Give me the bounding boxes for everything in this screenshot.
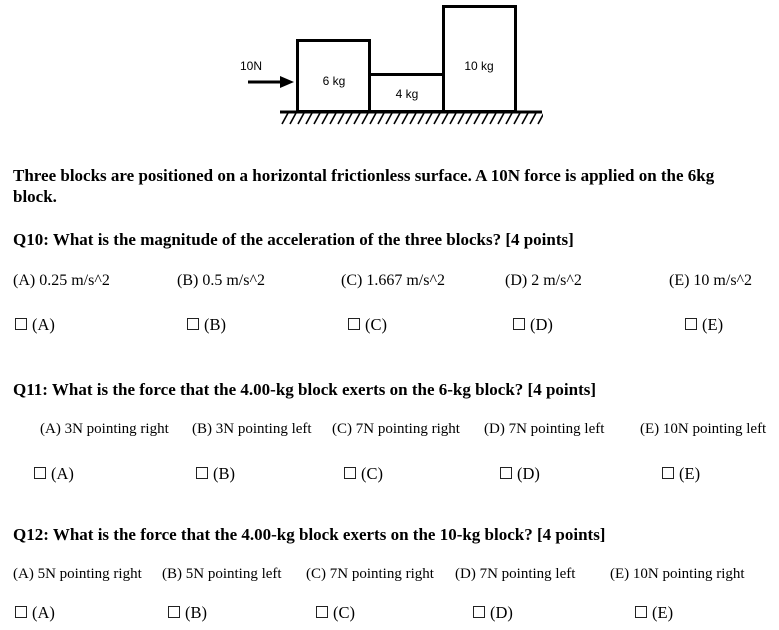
q11-option-c: (C) 7N pointing right xyxy=(332,421,460,437)
q11-checkbox-b-label: (B) xyxy=(213,464,235,483)
q10-option-b: (B) 0.5 m/s^2 xyxy=(177,272,265,289)
q10-checkbox-e[interactable] xyxy=(685,315,723,335)
hatch-mark xyxy=(330,113,336,124)
q12-option-c: (C) 7N pointing right xyxy=(306,566,434,582)
q10-checkbox-c[interactable] xyxy=(348,315,387,335)
q12-checkbox-a[interactable] xyxy=(15,603,55,623)
hatch-mark xyxy=(538,113,544,124)
q12-checkbox-d-label: (D) xyxy=(490,603,513,622)
hatch-mark xyxy=(434,113,440,124)
checkbox-box[interactable] xyxy=(473,606,485,618)
q10-checkbox-a[interactable] xyxy=(15,315,55,335)
intro-line-2: block. xyxy=(13,187,57,206)
intro-line-1: Three blocks are positioned on a horizontal frictionless surface. A 10N force is applied on the 6kg xyxy=(13,166,715,185)
checkbox-box[interactable] xyxy=(187,318,199,330)
checkbox-box[interactable] xyxy=(500,467,512,479)
hatch-mark xyxy=(458,113,464,124)
hatch-mark xyxy=(474,113,480,124)
q11-checkbox-c-label: (C) xyxy=(361,464,383,483)
q10-option-e: (E) 10 m/s^2 xyxy=(669,272,753,289)
hatch-mark xyxy=(282,113,288,124)
q11-title: Q11: What is the force that the 4.00-kg block exerts on the 6-kg block? [4 points] xyxy=(13,380,597,399)
hatch-mark xyxy=(322,113,328,124)
q11-checkbox-e-label: (E) xyxy=(679,464,701,483)
intro-text xyxy=(13,166,714,207)
blocks-diagram xyxy=(0,0,779,130)
hatch-mark xyxy=(426,113,432,124)
q12-checkbox-d[interactable] xyxy=(473,603,513,623)
q11-option-a: (A) 3N pointing right xyxy=(40,421,169,437)
hatch-mark xyxy=(394,113,400,124)
hatch-mark xyxy=(522,113,528,124)
hatch-mark xyxy=(546,113,552,124)
q10-option-d: (D) 2 m/s^2 xyxy=(505,272,582,289)
checkbox-box[interactable] xyxy=(662,467,674,479)
checkbox-box[interactable] xyxy=(513,318,525,330)
q11-checkbox-e[interactable] xyxy=(662,464,700,484)
q10-checkbox-d-label: (D) xyxy=(530,315,553,334)
hatch-mark xyxy=(442,113,448,124)
hatch-mark xyxy=(290,113,296,124)
force-arrowhead xyxy=(280,76,294,88)
q12-checkbox-c[interactable] xyxy=(316,603,355,623)
q12-checkbox-e[interactable] xyxy=(635,603,673,623)
hatch-mark xyxy=(418,113,424,124)
ground-hatching xyxy=(282,113,552,124)
checkbox-box[interactable] xyxy=(168,606,180,618)
q12-title: Q12: What is the force that the 4.00-kg block exerts on the 10-kg block? [4 points] xyxy=(13,525,606,544)
q12-checkbox-e-label: (E) xyxy=(652,603,674,622)
hatch-mark xyxy=(530,113,536,124)
checkbox-box[interactable] xyxy=(316,606,328,618)
q10-checkbox-b[interactable] xyxy=(187,315,226,335)
hatch-mark xyxy=(482,113,488,124)
q12-option-d: (D) 7N pointing left xyxy=(455,566,576,582)
q12-checkbox-c-label: (C) xyxy=(333,603,355,622)
hatch-mark xyxy=(466,113,472,124)
checkbox-box[interactable] xyxy=(34,467,46,479)
hatch-mark xyxy=(410,113,416,124)
hatch-mark xyxy=(362,113,368,124)
hatch-mark xyxy=(354,113,360,124)
q11-option-d: (D) 7N pointing left xyxy=(484,421,605,437)
force-label: 10N xyxy=(239,59,263,73)
hatch-mark xyxy=(370,113,376,124)
q12-checkbox-b-label: (B) xyxy=(185,603,207,622)
q11-option-b: (B) 3N pointing left xyxy=(192,421,312,437)
checkbox-box[interactable] xyxy=(344,467,356,479)
hatch-mark xyxy=(450,113,456,124)
checkbox-box[interactable] xyxy=(685,318,697,330)
checkbox-box[interactable] xyxy=(348,318,360,330)
q12-option-e: (E) 10N pointing right xyxy=(610,566,745,582)
q11-checkbox-c[interactable] xyxy=(344,464,383,484)
hatch-mark xyxy=(402,113,408,124)
q12-checkbox-a-label: (A) xyxy=(32,603,55,622)
block-10kg-label: 10 kg xyxy=(464,59,494,73)
checkbox-box[interactable] xyxy=(15,318,27,330)
block-6kg-label: 6 kg xyxy=(322,74,346,88)
hatch-mark xyxy=(338,113,344,124)
q11-checkbox-a-label: (A) xyxy=(51,464,74,483)
hatch-mark xyxy=(314,113,320,124)
q11-checkbox-d-label: (D) xyxy=(517,464,540,483)
hatch-mark xyxy=(514,113,520,124)
block-4kg-label: 4 kg xyxy=(395,87,419,101)
q10-checkbox-a-label: (A) xyxy=(32,315,55,334)
checkbox-box[interactable] xyxy=(635,606,647,618)
hatch-mark xyxy=(490,113,496,124)
hatch-mark xyxy=(378,113,384,124)
q10-checkbox-b-label: (B) xyxy=(204,315,226,334)
checkbox-box[interactable] xyxy=(15,606,27,618)
hatch-mark xyxy=(346,113,352,124)
q11-checkbox-b[interactable] xyxy=(196,464,235,484)
q10-option-c: (C) 1.667 m/s^2 xyxy=(341,272,445,289)
q10-checkbox-d[interactable] xyxy=(513,315,553,335)
q11-checkbox-d[interactable] xyxy=(500,464,540,484)
hatch-mark xyxy=(498,113,504,124)
q12-option-a: (A) 5N pointing right xyxy=(13,566,142,582)
q11-checkbox-a[interactable] xyxy=(34,464,74,484)
checkbox-box[interactable] xyxy=(196,467,208,479)
q11-option-e: (E) 10N pointing left xyxy=(640,421,767,437)
hatch-mark xyxy=(506,113,512,124)
hatch-mark xyxy=(306,113,312,124)
q10-checkbox-e-label: (E) xyxy=(702,315,724,334)
q10-title: Q10: What is the magnitude of the acceleration of the three blocks? [4 points] xyxy=(13,230,574,249)
q12-option-b: (B) 5N pointing left xyxy=(162,566,282,582)
q10-option-a: (A) 0.25 m/s^2 xyxy=(13,272,110,289)
q12-checkbox-b[interactable] xyxy=(168,603,207,623)
hatch-mark xyxy=(298,113,304,124)
hatch-mark xyxy=(386,113,392,124)
q10-checkbox-c-label: (C) xyxy=(365,315,387,334)
